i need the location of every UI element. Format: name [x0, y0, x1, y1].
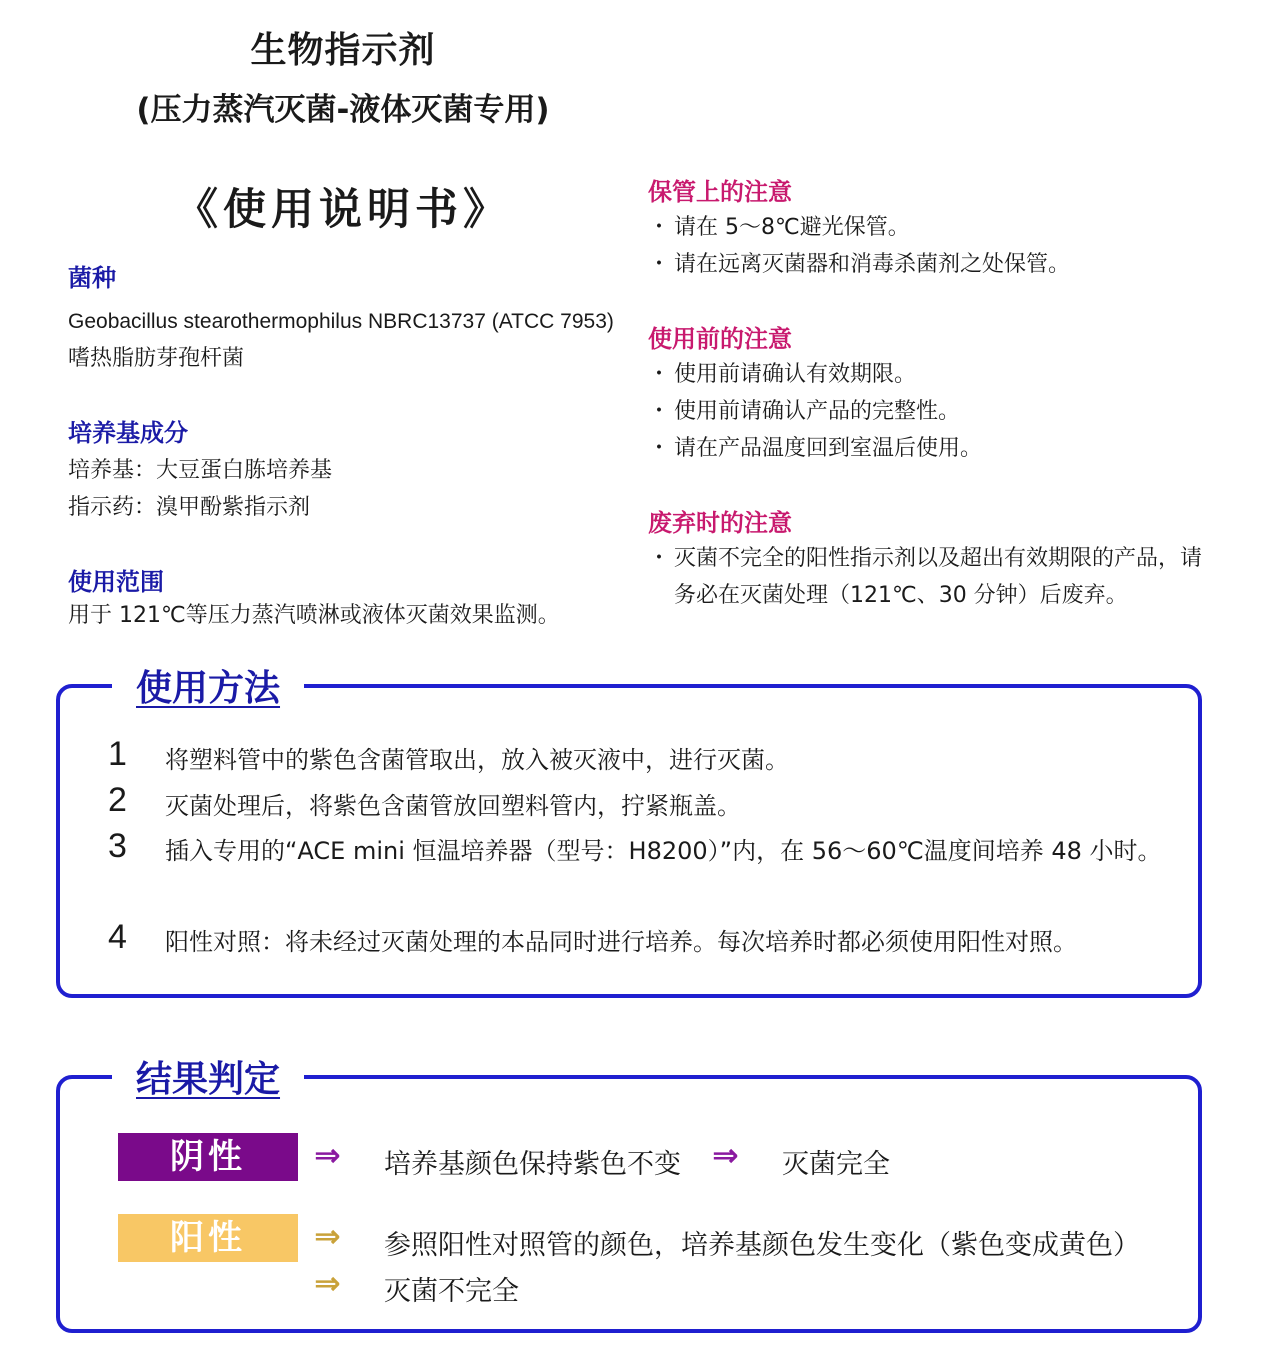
- list-item: [648, 540, 1209, 614]
- page-title: 生物指示剂: [250, 30, 436, 71]
- bullet-icon: ・: [648, 215, 671, 240]
- scope-text: 用于 121℃等压力蒸汽喷淋或液体灭菌效果监测。: [68, 603, 560, 628]
- arrow-icon: ⇒: [314, 1264, 341, 1302]
- arrow-icon: ⇒: [712, 1136, 739, 1174]
- step-text: 灭菌处理后，将紫色含菌管放回塑料管内，拧紧瓶盖。: [165, 792, 741, 820]
- disposal-heading: 废弃时的注意: [648, 509, 792, 537]
- before-use-heading: 使用前的注意: [648, 325, 792, 353]
- result-box: [56, 1075, 1202, 1333]
- manual-title: 《使用说明书》: [175, 185, 511, 235]
- list-item: ・ 请在远离灭菌器和消毒杀菌剂之处保管。: [648, 246, 1208, 283]
- scope-heading: 使用范围: [68, 568, 164, 596]
- step-text: 插入专用的“ACE mini 恒温培养器（型号：H8200）”内，在 56～60℃温度间培养 48 小时。: [165, 837, 1162, 865]
- bullet-icon: ・: [648, 436, 671, 461]
- negative-tag: 阴性: [118, 1133, 298, 1181]
- arrow-icon: ⇒: [314, 1217, 341, 1255]
- storage-heading: 保管上的注意: [648, 178, 792, 206]
- list-item: ・ 使用前请确认有效期限。: [648, 356, 1208, 393]
- medium-line-2: 指示药：溴甲酚紫指示剂: [68, 495, 311, 520]
- positive-outcome: 灭菌不完全: [384, 1276, 519, 1307]
- positive-condition: 参照阳性对照管的颜色，培养基颜色发生变化（紫色变成黄色）: [384, 1230, 1140, 1261]
- result-title: 结果判定: [112, 1051, 304, 1102]
- bullet-icon: ・: [648, 399, 671, 424]
- negative-condition: 培养基颜色保持紫色不变: [384, 1149, 681, 1180]
- page-subtitle: (压力蒸汽灭菌-液体灭菌专用): [136, 92, 550, 128]
- arrow-icon: ⇒: [314, 1136, 341, 1174]
- list-item: ・ 使用前请确认产品的完整性。: [648, 393, 1208, 430]
- bullet-icon: ・: [648, 546, 671, 571]
- strain-chinese-name: 嗜热脂肪芽孢杆菌: [68, 346, 245, 371]
- negative-outcome: 灭菌完全: [782, 1149, 890, 1180]
- list-item: ・ 请在产品温度回到室温后使用。: [648, 430, 1208, 467]
- usage-title: 使用方法: [112, 660, 304, 711]
- strain-heading: 菌种: [68, 264, 116, 292]
- step-number: 2: [108, 781, 127, 819]
- step-text: 将塑料管中的紫色含菌管取出，放入被灭液中，进行灭菌。: [165, 746, 789, 774]
- bullet-icon: ・: [648, 362, 671, 387]
- medium-heading: 培养基成分: [68, 419, 188, 447]
- step-number: 4: [108, 918, 127, 956]
- step-text: 阳性对照：将未经过灭菌处理的本品同时进行培养。每次培养时都必须使用阳性对照。: [165, 928, 1077, 956]
- step-number: 1: [108, 735, 127, 773]
- list-item: ・ 请在 5～8℃避光保管。: [648, 209, 1208, 246]
- medium-line-1: 培养基：大豆蛋白胨培养基: [68, 458, 333, 483]
- step-number: 3: [108, 827, 127, 865]
- right-column: [648, 172, 1208, 614]
- positive-tag: 阳性: [118, 1214, 298, 1262]
- left-column: [68, 258, 628, 634]
- bullet-icon: ・: [648, 252, 671, 277]
- strain-latin-name: Geobacillus stearothermophilus NBRC13737 (ATCC 7953): [68, 310, 614, 333]
- disposal-text: 灭菌不完全的阳性指示剂以及超出有效期限的产品，请务必在灭菌处理（121℃、30 分钟）后废弃。: [674, 546, 1203, 608]
